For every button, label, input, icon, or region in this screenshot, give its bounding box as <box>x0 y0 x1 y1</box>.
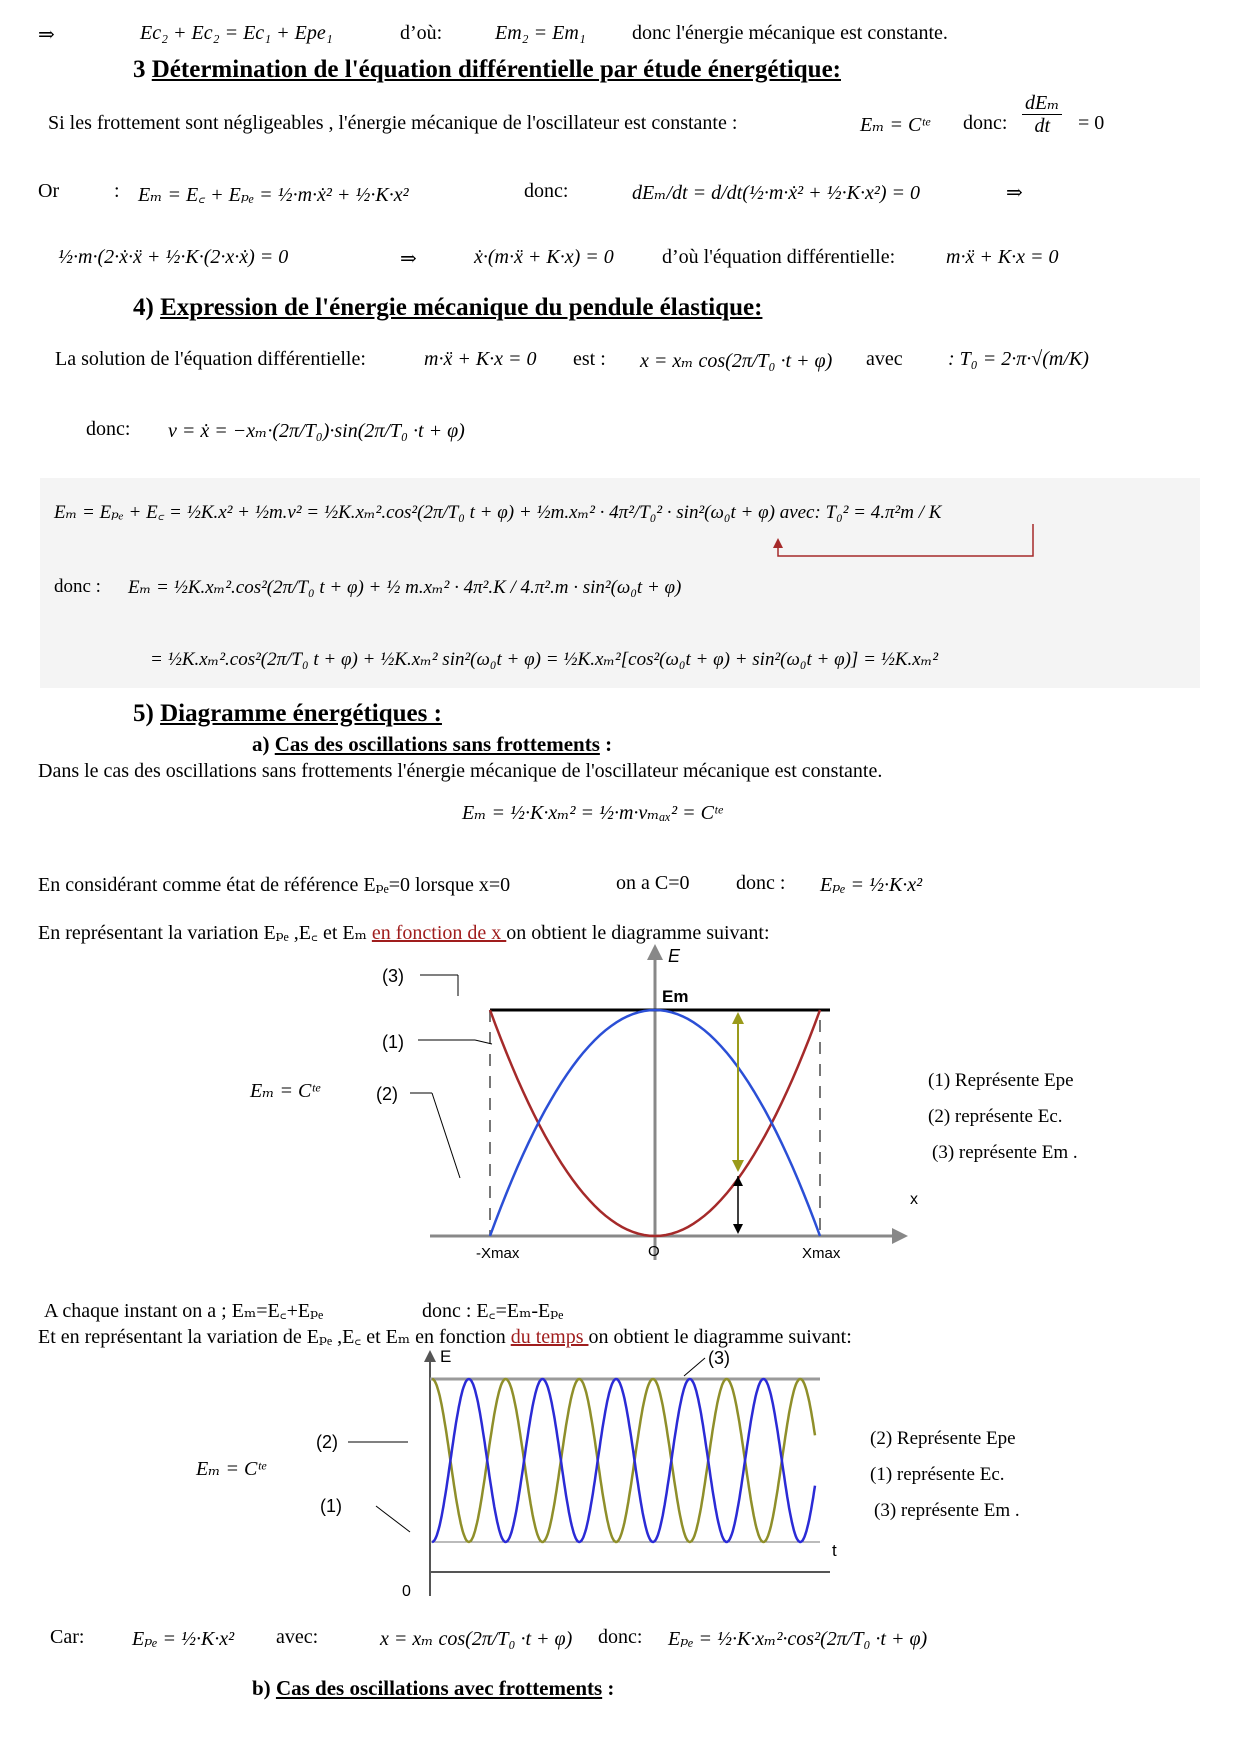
diff-equation-2: m·ẍ + K·x = 0 <box>424 348 537 370</box>
heading-5b <box>252 1676 614 1701</box>
epe-arrow-top <box>733 1176 743 1186</box>
ec-arrow-top <box>732 1012 744 1024</box>
heading-5-number: 5) <box>133 700 161 727</box>
arrow-symbol-3: ⇒ <box>400 248 417 270</box>
heading-3-title: Détermination de l'équation différentielle par étude énergétique: <box>151 56 841 83</box>
em-label: Em <box>662 987 689 1006</box>
x-axis-arrow <box>892 1228 908 1244</box>
energy-line-3: = ½K.xₘ².cos²(2π/T₀ t + φ) + ½K.xₘ² sin²(ω₀t + φ) = ½K.xₘ²[cos²(ω₀t + φ) + sin²(ω₀t + φ)] = ½K.xₘ² <box>150 649 939 670</box>
derivative-expression: dEₘ/dt = d/dt(½·m·ẋ² + ½·K·x²) = 0 <box>632 182 921 204</box>
representation-text-2 <box>38 1322 852 1349</box>
frottement-text: Si les frottement sont négligeables , l'énergie mécanique de l'oscillateur est constante : <box>48 112 738 134</box>
car-text: Car: <box>50 1626 85 1648</box>
heading-5a <box>252 732 612 757</box>
period-equation: : T₀ = 2·π·√(m/K) <box>948 348 1089 370</box>
representation-1-after: on obtient le diagramme suivant: <box>506 922 770 944</box>
heading-5 <box>133 700 442 728</box>
epe-definition: Eₚₑ = ½·K·x² <box>132 1628 235 1650</box>
epe-time-curve <box>432 1379 815 1542</box>
epe-equation: Eₚₑ = ½·K·x² <box>820 874 923 896</box>
reference-text: En considérant comme état de référence Eₚₑ=0 lorsque x=0 <box>38 874 511 896</box>
conclusion-text: donc l'énergie mécanique est constante. <box>632 22 948 44</box>
heading-3 <box>133 56 841 84</box>
donc-text-6: donc: <box>598 1626 643 1648</box>
donc-text-3: donc: <box>86 418 131 440</box>
x-neg-label: -Xmax <box>476 1245 520 1262</box>
label-3b: (3) <box>708 1348 730 1368</box>
equals-zero: = 0 <box>1078 112 1105 134</box>
diagram2-legend-3: (3) représente Em . <box>874 1500 1020 1521</box>
or-text: Or <box>38 180 60 202</box>
ec-time-curve <box>432 1379 815 1542</box>
energy-time-diagram <box>316 1346 880 1608</box>
diff-eq-text: d’où l'équation différentielle: <box>662 246 896 268</box>
each-instant-text: A chaque instant on a ; Eₘ=E꜀+Eₚₑ <box>44 1300 324 1322</box>
donc-text-4: donc : <box>54 576 101 597</box>
representation-2-link: du temps <box>510 1326 589 1348</box>
diagram1-legend-1: (1) Représente Epe <box>928 1070 1074 1091</box>
energy-equality: Ec₂ + Ec₂ = Ec₁ + Epe₁ <box>140 22 333 44</box>
dem-denominator: dt <box>1034 115 1051 137</box>
avec-text-2: avec: <box>276 1626 319 1648</box>
representation-2-before: Et en représentant la variation de Eₚₑ ,E꜀ et Eₘ en fonction <box>38 1326 511 1348</box>
heading-3-number: 3 <box>133 56 152 83</box>
pointer-3b <box>684 1358 705 1376</box>
x-zero-label: O <box>648 1243 660 1260</box>
t-axis-label: t <box>832 1541 837 1560</box>
diagram2-side-eq: Eₘ = Cᵗᵉ <box>196 1458 266 1480</box>
x-axis-label: x <box>910 1191 918 1208</box>
x-pos-label: Xmax <box>802 1245 841 1262</box>
energy-line-2: Eₘ = ½K.xₘ².cos²(2π/T₀ t + φ) + ½ m.xₘ² · 4π².K / 4.π².m · sin²(ω₀t + φ) <box>128 577 682 598</box>
est-text: est : <box>573 348 606 370</box>
epe-time-expression: Eₚₑ = ½·K·xₘ²·cos²(2π/T₀ ·t + φ) <box>668 1628 928 1650</box>
substitution-arrow <box>770 520 1040 565</box>
heading-5a-colon: : <box>599 732 613 756</box>
pointer-1b <box>376 1506 410 1532</box>
arrow-symbol-2: ⇒ <box>1006 182 1023 204</box>
em-constant-eq: Eₘ = Cᵗᵉ <box>860 114 930 136</box>
solution-equation: x = xₘ cos(2π/T₀ ·t + φ) <box>640 350 833 372</box>
heading-5a-number: a) <box>252 732 275 756</box>
arrow-symbol: ⇒ <box>38 24 55 46</box>
y-axis-label: E <box>668 946 681 966</box>
or-colon: : <box>114 180 120 202</box>
label-2b: (2) <box>316 1432 338 1452</box>
ec-difference-text: donc : E꜀=Eₘ-Eₚₑ <box>422 1300 564 1322</box>
em-expression: Eₘ = E꜀ + Eₚₑ = ½·m·ẋ² + ½·K·x² <box>138 184 409 206</box>
heading-5a-title: Cas des oscillations sans frottements <box>274 732 600 756</box>
solution-text: La solution de l'équation différentielle: <box>55 348 366 370</box>
diagram2-legend-1: (2) Représente Epe <box>870 1428 1016 1449</box>
epe-arrow-bottom <box>733 1224 743 1234</box>
donc-text: donc: <box>963 112 1008 134</box>
diagram1-side-eq: Eₘ = Cᵗᵉ <box>250 1080 320 1102</box>
representation-1-before: En représentant la variation Eₚₑ ,E꜀ et Eₘ <box>38 922 372 944</box>
diagram1-legend-2: (2) représente Ec. <box>928 1106 1063 1127</box>
diff-equation: m·ẍ + K·x = 0 <box>946 246 1059 268</box>
dou-text: d’où: <box>400 22 443 44</box>
ec-arrow-bottom <box>732 1160 744 1172</box>
diagram2-legend-2: (1) représente Ec. <box>870 1464 1005 1485</box>
heading-4 <box>133 294 762 322</box>
representation-1-link: en fonction de x <box>371 922 507 944</box>
diagram1-legend-3: (3) représente Em . <box>932 1142 1078 1163</box>
sans-frottement-text: Dans le cas des oscillations sans frottements l'énergie mécanique de l'oscillateur mécanique est constante. <box>38 760 883 782</box>
em-max-equation: Eₘ = ½·K·xₘ² = ½·m·vₘₐₓ² = Cᵗᵉ <box>462 802 723 824</box>
origin-label: 0 <box>402 1583 411 1600</box>
label-2: (2) <box>376 1084 398 1104</box>
em-equality: Em₂ = Em₁ <box>495 22 586 44</box>
energy-line-1: Eₘ = Eₚₑ + E꜀ = ½K.x² + ½m.v² = ½K.xₘ².cos²(2π/T₀ t + φ) + ½m.xₘ² · 4π²/T₀² · sin²(ω₀t + φ) avec: T₀² = 4.π²m / K <box>54 502 942 523</box>
heading-4-number: 4) <box>133 294 161 321</box>
x-solution: x = xₘ cos(2π/T₀ ·t + φ) <box>380 1628 573 1650</box>
heading-5b-colon: : <box>602 1676 615 1700</box>
c-zero-text: on a C=0 <box>616 872 690 894</box>
label-3: (3) <box>382 966 404 986</box>
heading-5b-number: b) <box>252 1676 276 1700</box>
factored-eq: ẋ·(m·ẍ + K·x) = 0 <box>474 246 614 268</box>
donc-text-2: donc: <box>524 180 569 202</box>
dem-dt-fraction <box>1020 92 1064 137</box>
label-1: (1) <box>382 1032 404 1052</box>
y-axis-arrow <box>647 944 663 960</box>
heading-5-title: Diagramme énergétiques : <box>160 700 442 727</box>
avec-text: avec <box>866 348 903 370</box>
dem-numerator: dEₘ <box>1022 92 1062 115</box>
donc-text-5: donc : <box>736 872 786 894</box>
heading-4-title: Expression de l'énergie mécanique du pendule élastique: <box>160 294 763 321</box>
heading-5b-title: Cas des oscillations avec frottements <box>275 1676 603 1700</box>
label-1b: (1) <box>320 1496 342 1516</box>
t-y-axis-label: E <box>440 1347 452 1366</box>
half-derivative-eq: ½·m·(2·ẋ·ẍ + ½·K·(2·x·ẋ) = 0 <box>58 246 289 268</box>
velocity-equation: v = ẋ = −xₘ·(2π/T₀)·sin(2π/T₀ ·t + φ) <box>168 420 465 442</box>
representation-2-after: on obtient le diagramme suivant: <box>588 1326 852 1348</box>
energy-position-diagram <box>376 940 940 1270</box>
